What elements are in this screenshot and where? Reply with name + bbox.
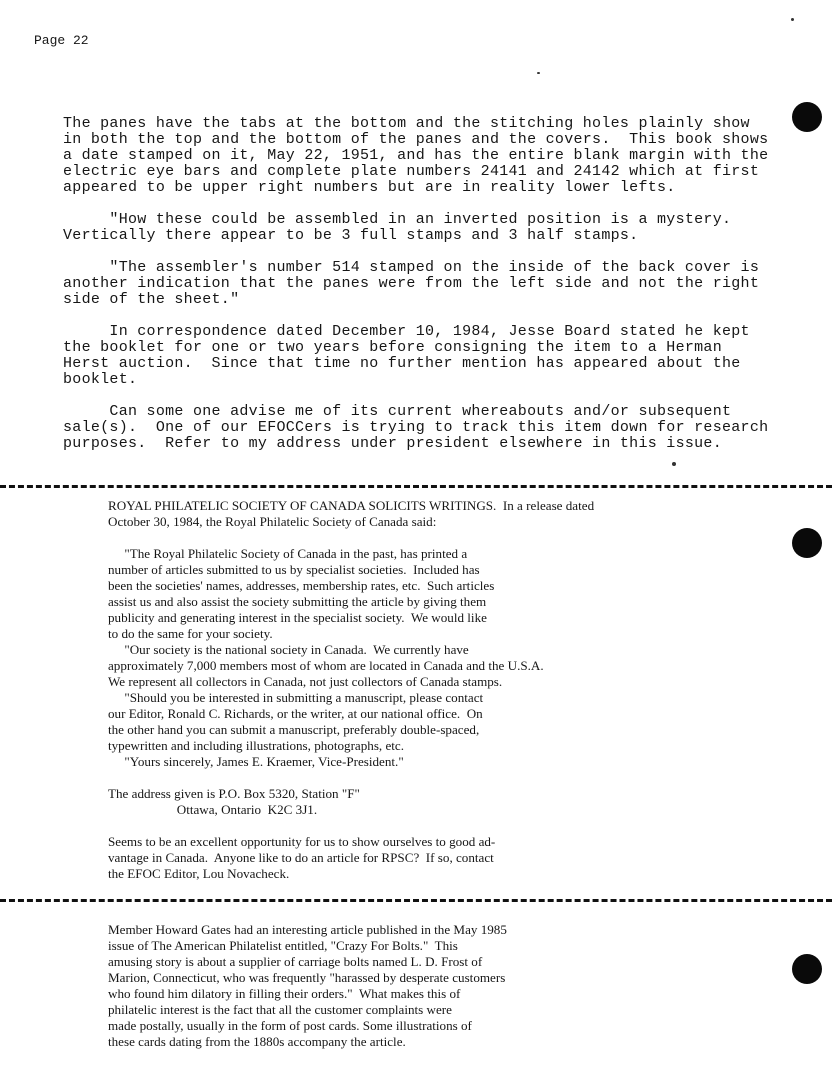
- text-line: a date stamped on it, May 22, 1951, and has the entire blank margin with the: [63, 147, 769, 164]
- text-line: "The Royal Philatelic Society of Canada in the past, has printed a: [108, 546, 468, 561]
- text-line: purposes. Refer to my address under president elsewhere in this issue.: [63, 435, 722, 452]
- text-line: The address given is P.O. Box 5320, Station "F": [108, 786, 360, 801]
- scan-speck: [672, 462, 676, 466]
- text-line: ROYAL PHILATELIC SOCIETY OF CANADA SOLICITS WRITINGS. In a release dated: [108, 498, 595, 513]
- text-line: assist us and also assist the society submitting the article by giving them: [108, 594, 487, 609]
- blank-line: [63, 244, 768, 260]
- text-line: the other hand you can submit a manuscript, preferably double-spaced,: [108, 722, 480, 737]
- text-line: "Our society is the national society in Canada. We currently have: [108, 642, 469, 657]
- text-line: electric eye bars and complete plate numbers 24141 and 24142 which at first: [63, 163, 760, 180]
- section-divider: [0, 899, 832, 902]
- text-line: who found him dilatory in filling their orders." What makes this of: [108, 986, 461, 1001]
- crazy-for-bolts-text: [108, 922, 507, 1050]
- text-line: typewritten and including illustrations, photographs, etc.: [108, 738, 405, 753]
- punch-hole: [792, 954, 822, 984]
- text-line: been the societies' names, addresses, membership rates, etc. Such articles: [108, 578, 495, 593]
- text-line: "The assembler's number 514 stamped on the inside of the back cover is: [63, 259, 760, 276]
- text-line: "Should you be interested in submitting a manuscript, please contact: [108, 690, 484, 705]
- scan-speck: [791, 18, 794, 21]
- text-line: October 30, 1984, the Royal Philatelic Society of Canada said:: [108, 514, 437, 529]
- text-line: Can some one advise me of its current whereabouts and/or subsequent: [63, 403, 732, 420]
- text-line: philatelic interest is the fact that all the customer complaints were: [108, 1002, 452, 1017]
- text-line: the EFOC Editor, Lou Novacheck.: [108, 866, 290, 881]
- text-line: "Yours sincerely, James E. Kraemer, Vice-President.": [108, 754, 404, 769]
- text-line: these cards dating from the 1880s accompany the article.: [108, 1034, 406, 1049]
- text-line: in both the top and the bottom of the panes and the covers. This book shows: [63, 131, 769, 148]
- text-line: Member Howard Gates had an interesting article published in the May 1985: [108, 922, 507, 937]
- text-line: issue of The American Philatelist entitled, "Crazy For Bolts." This: [108, 938, 458, 953]
- blank-line: [63, 388, 768, 404]
- text-line: Vertically there appear to be 3 full stamps and 3 half stamps.: [63, 227, 639, 244]
- blank-line: [108, 770, 594, 786]
- punch-hole: [792, 528, 822, 558]
- text-line: side of the sheet.": [63, 291, 240, 308]
- text-line: Ottawa, Ontario K2C 3J1.: [108, 802, 318, 817]
- text-line: another indication that the panes were from the left side and not the right: [63, 275, 760, 292]
- blank-line: [108, 818, 594, 834]
- page-number: Page 22: [34, 33, 89, 48]
- text-line: Herst auction. Since that time no further mention has appeared about the: [63, 355, 741, 372]
- text-line: vantage in Canada. Anyone like to do an article for RPSC? If so, contact: [108, 850, 494, 865]
- booklet-article-text: [63, 116, 768, 452]
- blank-line: [108, 530, 594, 546]
- text-line: publicity and generating interest in the specialist society. We would like: [108, 610, 487, 625]
- text-line: to do the same for your society.: [108, 626, 273, 641]
- text-line: "How these could be assembled in an inverted position is a mystery.: [63, 211, 732, 228]
- blank-line: [63, 196, 768, 212]
- text-line: Marion, Connecticut, who was frequently "harassed by desperate customers: [108, 970, 506, 985]
- text-line: made postally, usually in the form of post cards. Some illustrations of: [108, 1018, 472, 1033]
- text-line: approximately 7,000 members most of whom are located in Canada and the U.S.A.: [108, 658, 544, 673]
- text-line: our Editor, Ronald C. Richards, or the writer, at our national office. On: [108, 706, 483, 721]
- blank-line: [63, 308, 768, 324]
- text-line: booklet.: [63, 371, 138, 388]
- text-line: appeared to be upper right numbers but are in reality lower lefts.: [63, 179, 676, 196]
- text-line: Seems to be an excellent opportunity for us to show ourselves to good ad-: [108, 834, 496, 849]
- text-line: the booklet for one or two years before consigning the item to a Herman: [63, 339, 722, 356]
- scan-speck: [537, 72, 540, 74]
- rpsc-solicits-writings-text: [108, 498, 594, 882]
- text-line: number of articles submitted to us by specialist societies. Included has: [108, 562, 480, 577]
- punch-hole: [792, 102, 822, 132]
- text-line: amusing story is about a supplier of carriage bolts named L. D. Frost of: [108, 954, 483, 969]
- text-line: sale(s). One of our EFOCCers is trying to track this item down for research: [63, 419, 769, 436]
- section-divider: [0, 485, 832, 488]
- text-line: We represent all collectors in Canada, not just collectors of Canada stamps.: [108, 674, 503, 689]
- text-line: The panes have the tabs at the bottom and the stitching holes plainly show: [63, 115, 750, 132]
- text-line: In correspondence dated December 10, 1984, Jesse Board stated he kept: [63, 323, 750, 340]
